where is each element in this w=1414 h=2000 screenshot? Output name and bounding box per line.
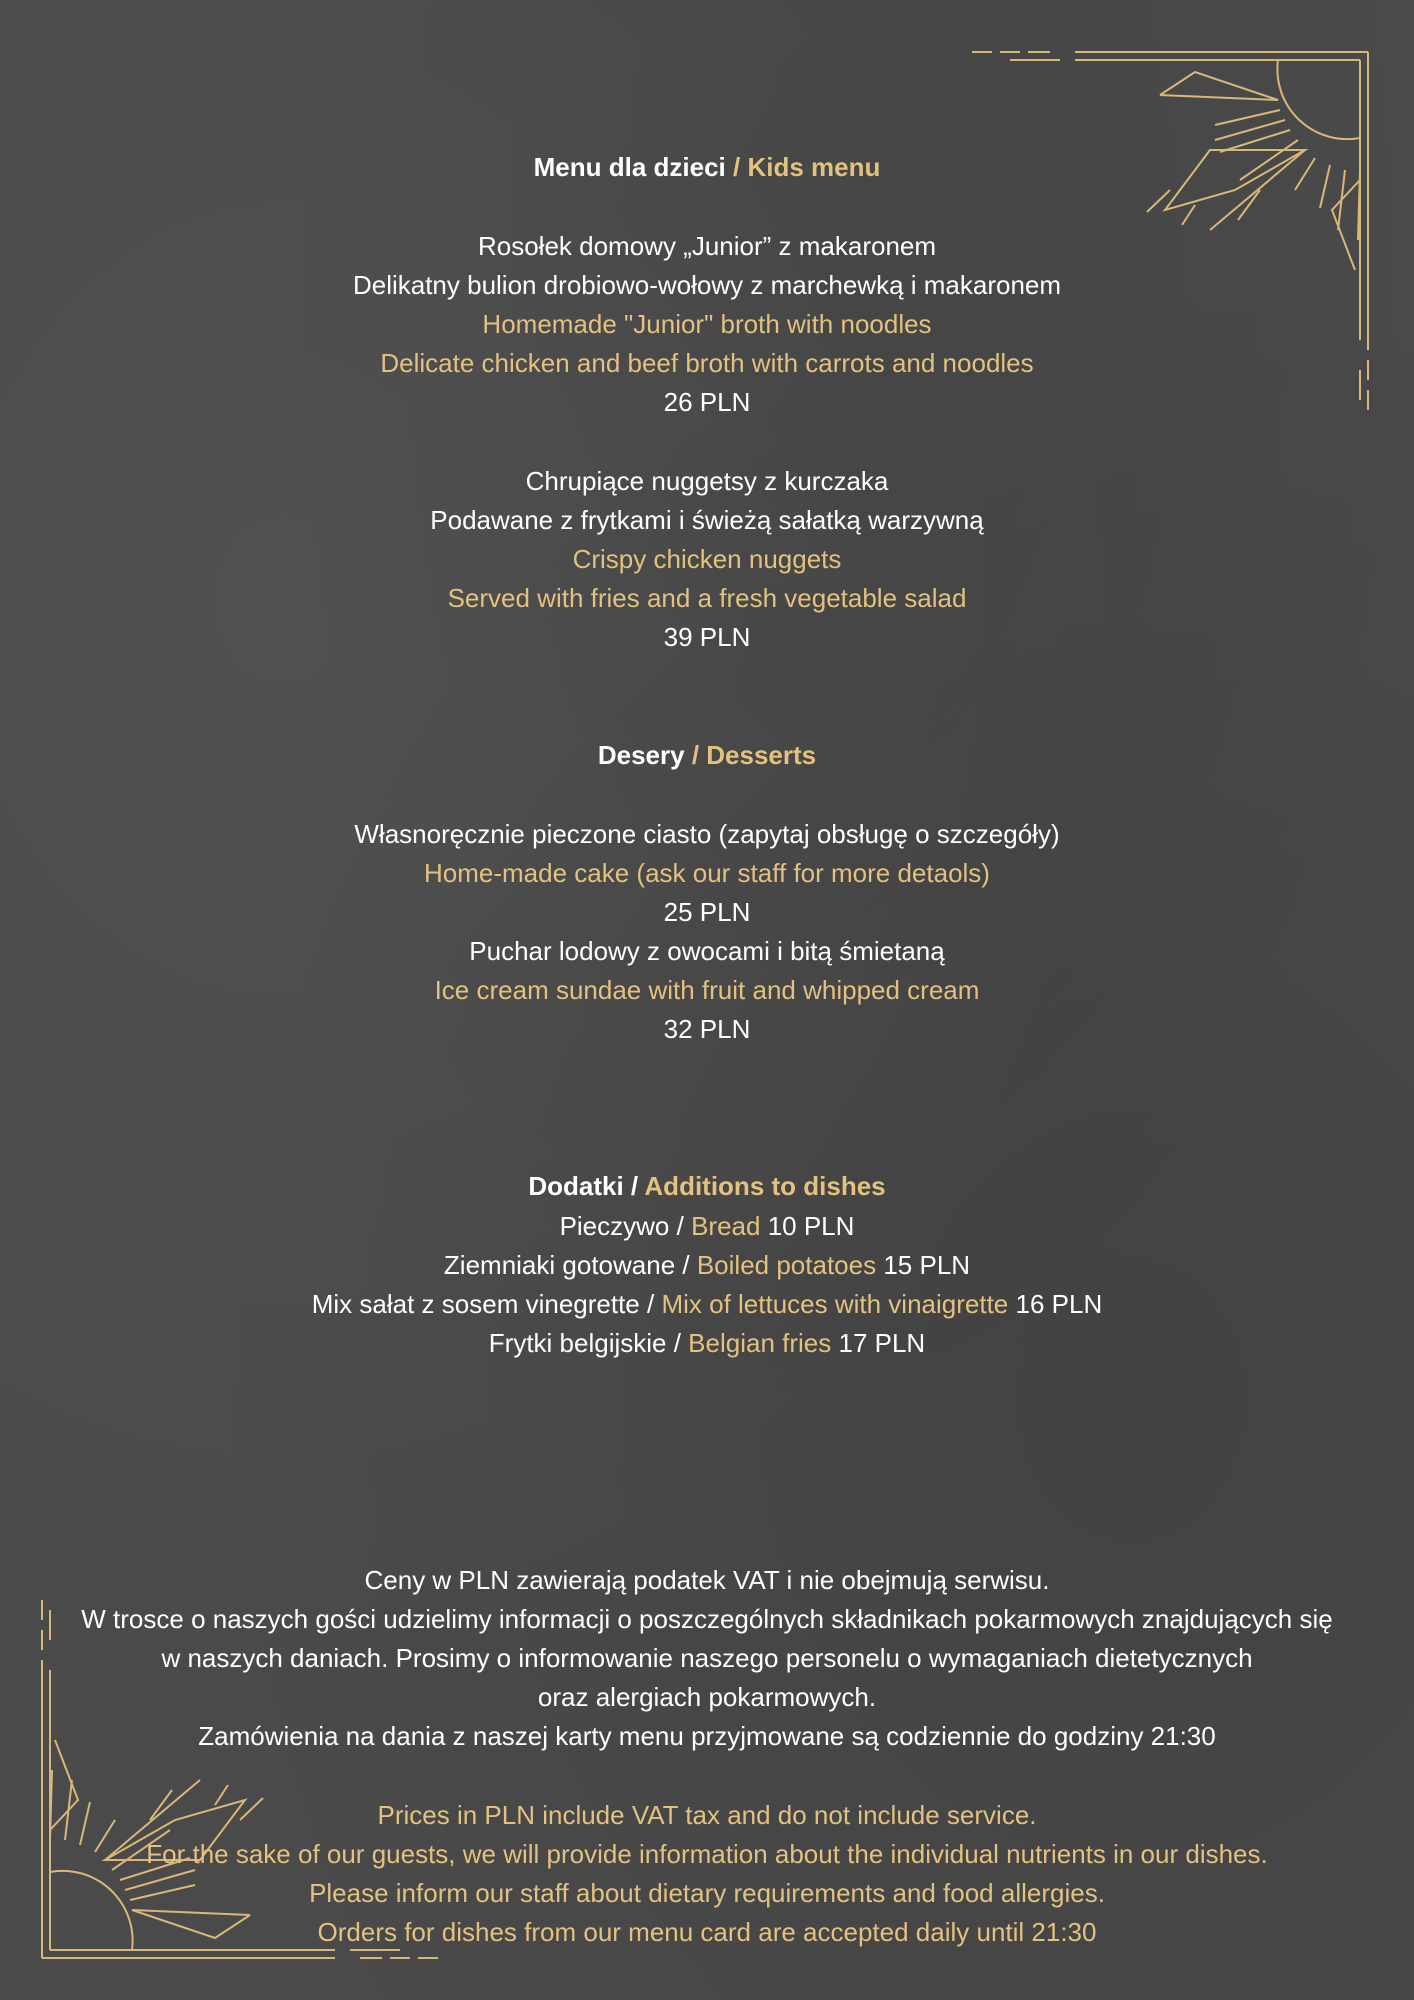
addition-name-pl: Mix sałat z sosem vinegrette / xyxy=(311,1289,655,1319)
item-name-en: Ice cream sundae with fruit and whipped cream xyxy=(434,975,980,1005)
item-desc-pl: Podawane z frytkami i świeżą sałatką warzywną xyxy=(430,505,984,535)
note-line: Zamówienia na dania z naszej karty menu przyjmowane są codziennie do godziny 21:30 xyxy=(198,1721,1216,1751)
addition-price: 10 PLN xyxy=(767,1211,855,1241)
notes-pl xyxy=(0,1561,1414,1756)
item-desc-pl: Delikatny bulion drobiowo-wołowy z marchewką i makaronem xyxy=(352,270,1062,300)
addition-price: 16 PLN xyxy=(1015,1289,1103,1319)
note-line: Prices in PLN include VAT tax and do not include service. xyxy=(377,1800,1037,1830)
note-line: oraz alergiach pokarmowych. xyxy=(537,1682,877,1712)
additions-list xyxy=(0,1207,1414,1363)
item-name-pl: Puchar lodowy z owocami i bitą śmietaną xyxy=(469,936,945,966)
kids-item-broth xyxy=(0,227,1414,422)
item-name-pl: Rosołek domowy „Junior” z makaronem xyxy=(477,231,937,261)
additions-heading-pl: Dodatki / xyxy=(528,1171,639,1201)
kids-menu-heading-pl: Menu dla dzieci xyxy=(533,152,726,182)
note-line: Orders for dishes from our menu card are accepted daily until 21:30 xyxy=(317,1917,1097,1947)
addition-name-pl: Frytki belgijskie / xyxy=(488,1328,681,1358)
addition-price: 15 PLN xyxy=(883,1250,971,1280)
item-name-pl: Własnoręcznie pieczone ciasto (zapytaj obsługę o szczegóły) xyxy=(354,819,1060,849)
addition-name-en: Belgian fries xyxy=(688,1328,832,1358)
item-price: 25 PLN xyxy=(663,897,751,927)
desserts-heading xyxy=(0,736,1414,775)
note-line: w naszych daniach. Prosimy o informowanie naszego personelu o wymaganiach dietetycznych xyxy=(161,1643,1253,1673)
item-price: 32 PLN xyxy=(663,1014,751,1044)
kids-item-nuggets xyxy=(0,462,1414,657)
item-name-en: Home-made cake (ask our staff for more detaols) xyxy=(424,858,990,888)
notes-en xyxy=(0,1796,1414,1952)
note-line: Please inform our staff about dietary requirements and food allergies. xyxy=(309,1878,1105,1908)
item-desc-en: Served with fries and a fresh vegetable salad xyxy=(447,583,967,613)
list-item xyxy=(0,1324,1414,1363)
desserts-list xyxy=(0,815,1414,1049)
kids-menu-heading-en: / Kids menu xyxy=(733,152,881,182)
desserts-heading-pl: Desery xyxy=(597,740,685,770)
item-price: 26 PLN xyxy=(663,387,751,417)
item-desc-en: Delicate chicken and beef broth with carrots and noodles xyxy=(380,348,1034,378)
item-name-en: Homemade "Junior" broth with noodles xyxy=(482,309,932,339)
addition-name-en: Boiled potatoes xyxy=(696,1250,877,1280)
list-item xyxy=(0,1207,1414,1246)
list-item xyxy=(0,1246,1414,1285)
addition-name-pl: Ziemniaki gotowane / xyxy=(443,1250,690,1280)
desserts-heading-en: / Desserts xyxy=(691,740,817,770)
item-name-pl: Chrupiące nuggetsy z kurczaka xyxy=(525,466,889,496)
note-line: W trosce o naszych gości udzielimy informacji o poszczególnych składnikach pokarmowych znajdujących się xyxy=(81,1604,1333,1634)
addition-name-pl: Pieczywo / xyxy=(559,1211,684,1241)
addition-name-en: Mix of lettuces with vinaigrette xyxy=(661,1289,1009,1319)
item-name-en: Crispy chicken nuggets xyxy=(572,544,842,574)
addition-name-en: Bread xyxy=(691,1211,761,1241)
additions-heading xyxy=(0,1167,1414,1206)
addition-price: 17 PLN xyxy=(838,1328,926,1358)
note-line: Ceny w PLN zawierają podatek VAT i nie obejmują serwisu. xyxy=(364,1565,1050,1595)
additions-heading-en: Additions to dishes xyxy=(644,1171,886,1201)
kids-menu-heading xyxy=(0,148,1414,187)
list-item xyxy=(0,1285,1414,1324)
item-price: 39 PLN xyxy=(663,622,751,652)
note-line: For the sake of our guests, we will provide information about the individual nutrients in our dishes. xyxy=(146,1839,1268,1869)
